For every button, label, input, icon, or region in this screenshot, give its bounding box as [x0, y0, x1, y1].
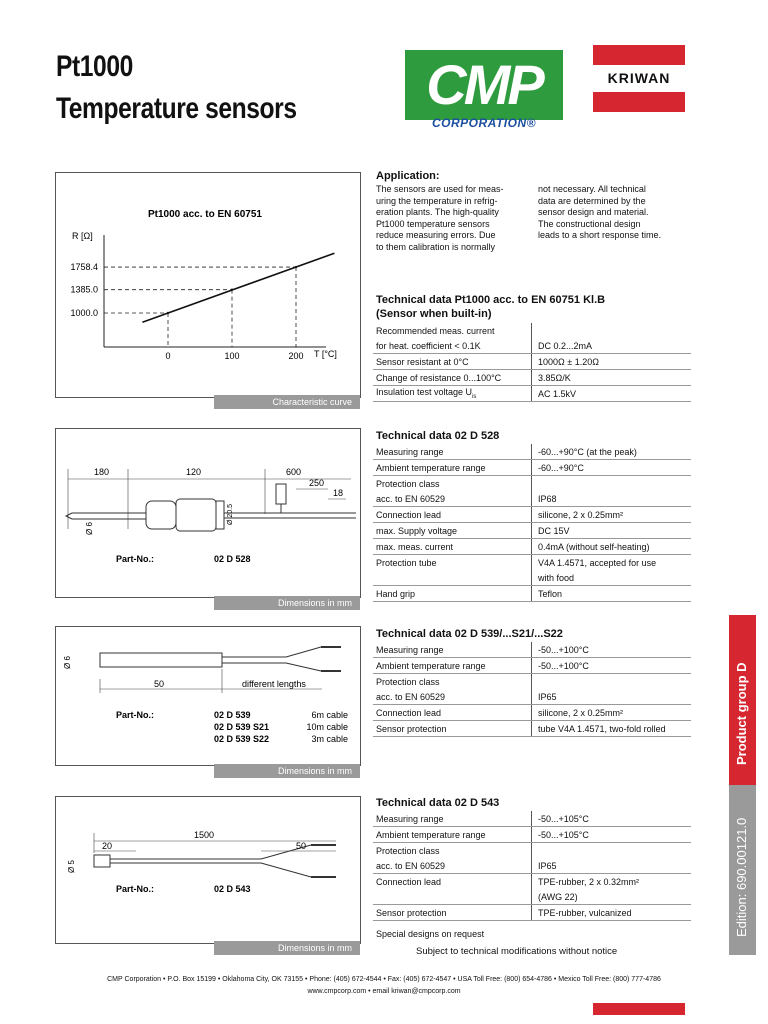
spec-row [373, 642, 691, 658]
footer-email[interactable]: kriwan@cmpcorp.com [391, 988, 461, 995]
page-title-line1: Pt1000 [56, 50, 133, 83]
application-line: Pt1000 temperature sensors [376, 218, 490, 229]
application-title: Application: [376, 170, 440, 182]
spec-row [373, 705, 691, 721]
spec-label-text: Ambient temperature range [376, 829, 486, 840]
spec-value: -50...+105°C [532, 827, 692, 843]
spec-row [373, 689, 691, 705]
spec-label [373, 338, 532, 354]
spec-label-text: Protection class [376, 676, 440, 687]
spec-value: tube V4A 1.4571, two-fold rolled [532, 721, 692, 737]
application-line: to them calibration is normally [376, 241, 496, 252]
d539-dim-dia: Ø 6 [63, 656, 72, 669]
spec-row [373, 570, 691, 586]
chart-y-tick: 1758.4 [70, 262, 98, 273]
spec-label-text: Measuring range [376, 644, 444, 655]
spec-row [373, 460, 691, 476]
product-group-tab [729, 615, 756, 785]
kriwan-footer-bar [593, 1003, 685, 1015]
td-d543-title: Technical data 02 D 543 [376, 797, 500, 809]
application-text-col2 [538, 184, 698, 242]
spec-value: silicone, 2 x 0.25mm² [532, 507, 692, 523]
chart-y-tick: 1385.0 [70, 284, 98, 295]
spec-value: silicone, 2 x 0.25mm² [532, 705, 692, 721]
characteristic-chart-box [55, 172, 361, 398]
spec-row [373, 555, 691, 571]
footer-separator: • email [368, 988, 390, 995]
spec-label [373, 586, 532, 602]
d528-dim-d: 250 [309, 478, 325, 488]
spec-label [373, 523, 532, 539]
spec-label-text: Connection lead [376, 876, 442, 887]
spec-row [373, 811, 691, 827]
spec-value [532, 476, 692, 492]
td-d539-title: Technical data 02 D 539/...S21/...S22 [376, 628, 563, 640]
special-designs-note: Special designs on request [376, 929, 485, 939]
spec-row [373, 523, 691, 539]
chart-y-tick: 1000.0 [70, 308, 98, 318]
d539-cable-3: 3m cable [311, 734, 348, 744]
d539-dim-a: 50 [154, 679, 165, 689]
edition-label: Edition: 690.00121.0 [734, 817, 749, 937]
spec-row [373, 721, 691, 737]
td-pt1000-table [373, 323, 691, 402]
spec-label [373, 889, 532, 905]
spec-value [532, 843, 692, 859]
spec-label [373, 827, 532, 843]
spec-value: 0.4mA (without self-heating) [532, 539, 692, 555]
d528-dim-b: 120 [186, 467, 202, 477]
spec-label-text: Sensor protection [376, 723, 447, 734]
spec-value: -60...+90°C (at the peak) [532, 444, 692, 460]
footer-website[interactable]: www.cmpcorp.com [307, 988, 367, 995]
application-line: sensor design and material. [538, 207, 649, 217]
spec-label [373, 570, 532, 586]
spec-label [373, 370, 532, 386]
spec-label [373, 539, 532, 555]
application-line: uring the temperature in refrig- [376, 195, 498, 206]
cmp-logo-text: CMP [426, 53, 542, 116]
spec-value [532, 674, 692, 690]
application-line: eration plants. The high-quality [376, 207, 499, 217]
spec-row [373, 843, 691, 859]
d528-caption: Dimensions in mm [214, 596, 360, 610]
spec-row [373, 444, 691, 460]
spec-value: TPE-rubber, 2 x 0.32mm² [532, 874, 692, 890]
kriwan-logo-bar-top [593, 45, 685, 65]
application-line: leads to a short response time. [538, 230, 662, 240]
spec-label-text: Protection tube [376, 557, 437, 568]
spec-value: IP68 [532, 491, 692, 507]
spec-value: -60...+90°C [532, 460, 692, 476]
spec-value: 3.85Ω/K [532, 370, 692, 386]
d539-part-label: Part-No.: [116, 710, 154, 720]
d539-dim-b: different lengths [242, 679, 306, 689]
kriwan-logo-text: KRIWAN [607, 70, 671, 86]
spec-label [373, 874, 532, 890]
spec-label-text: acc. to EN 60529 [376, 493, 446, 504]
td-d528-table [373, 444, 691, 602]
spec-value: with food [532, 570, 692, 586]
spec-label-text: Protection class [376, 845, 440, 856]
d539-part-no-2: 02 D 539 S21 [214, 722, 270, 732]
d528-dim-dia: Ø 6 [85, 522, 94, 535]
d528-part-no: 02 D 528 [214, 554, 251, 564]
td-d543-table [373, 811, 691, 921]
d539-part-no-3: 02 D 539 S22 [214, 734, 270, 744]
spec-value: IP65 [532, 689, 692, 705]
spec-value: -50...+105°C [532, 811, 692, 827]
application-line: not necessary. All technical [538, 184, 646, 194]
spec-value: 1000Ω ± 1.20Ω [532, 354, 692, 370]
spec-row [373, 858, 691, 874]
d543-dim-dia: Ø 5 [67, 860, 76, 873]
d539-cable-1: 6m cable [311, 710, 348, 720]
d539-caption: Dimensions in mm [214, 764, 360, 778]
spec-label [373, 658, 532, 674]
spec-label-text: Insulation test voltage U [376, 387, 473, 398]
spec-row [373, 370, 691, 386]
spec-value: -50...+100°C [532, 642, 692, 658]
d543-dim-b: 20 [102, 841, 113, 851]
spec-row [373, 507, 691, 523]
spec-label-text: Connection lead [376, 707, 442, 718]
spec-label [373, 354, 532, 370]
chart-y-label: R [Ω] [72, 231, 93, 241]
characteristic-chart [56, 173, 360, 397]
product-group-label: Product group D [734, 662, 749, 765]
spec-row [373, 674, 691, 690]
spec-label [373, 705, 532, 721]
spec-label [373, 811, 532, 827]
application-line: data are determined by the [538, 195, 646, 206]
spec-label [373, 721, 532, 737]
footer-address: CMP Corporation • P.O. Box 15199 • Oklahoma City, OK 73155 • Phone: (405) 672-4544 • Fax: (405) 672-4547 • USA Toll Free: (800) 654-4786 • Mexico Toll Free: (800) 777-4786 [107, 976, 661, 983]
spec-label-text: Ambient temperature range [376, 462, 486, 473]
spec-row [373, 386, 691, 402]
application-text-col1 [376, 184, 534, 253]
spec-label-sub: is [472, 393, 477, 400]
d539-drawing-box [55, 626, 361, 766]
spec-label [373, 555, 532, 571]
d528-drawing-box [55, 428, 361, 598]
spec-label [373, 843, 532, 859]
spec-label [373, 444, 532, 460]
spec-label-text: Change of resistance 0...100°C [376, 372, 502, 383]
spec-label-text: Recommended meas. current [376, 325, 495, 336]
spec-value: (AWG 22) [532, 889, 692, 905]
td-d528-title: Technical data 02 D 528 [376, 430, 500, 442]
page-title-line2: Temperature sensors [56, 92, 297, 125]
footer-contact [0, 988, 768, 995]
edition-tab [729, 785, 756, 955]
spec-label [373, 642, 532, 658]
d543-part-no: 02 D 543 [214, 884, 251, 894]
spec-label [373, 905, 532, 921]
d543-drawing [56, 797, 360, 943]
td-pt1000-title: Technical data Pt1000 acc. to EN 60751 Kl.B [376, 294, 606, 306]
chart-title: Pt1000 acc. to EN 60751 [148, 209, 262, 220]
spec-label [373, 689, 532, 705]
kriwan-logo-bar-bottom [593, 92, 685, 112]
spec-label-text: max. meas. current [376, 541, 454, 552]
spec-row [373, 491, 691, 507]
chart-x-label: T [°C] [314, 349, 337, 359]
d528-dim-e: 18 [333, 488, 344, 498]
spec-value: V4A 1.4571, accepted for use [532, 555, 692, 571]
spec-label [373, 858, 532, 874]
spec-row [373, 586, 691, 602]
spec-row [373, 476, 691, 492]
spec-label [373, 323, 532, 338]
chart-x-tick: 0 [165, 351, 171, 361]
spec-label-text: acc. to EN 60529 [376, 860, 446, 871]
application-line: The sensors are used for meas- [376, 184, 504, 194]
spec-label-text: Ambient temperature range [376, 660, 486, 671]
application-line: reduce measuring errors. Due [376, 230, 496, 240]
d539-part-no-1: 02 D 539 [214, 710, 251, 720]
spec-value: Teflon [532, 586, 692, 602]
chart-caption: Characteristic curve [214, 395, 360, 409]
d543-part-label: Part-No.: [116, 884, 154, 894]
d528-dim-dia2: Ø 20.5 [227, 503, 234, 525]
spec-value: AC 1.5kV [532, 386, 692, 402]
spec-row [373, 874, 691, 890]
application-line: The constructional design [538, 218, 641, 229]
spec-label-text: Hand grip [376, 588, 416, 599]
d528-drawing [56, 429, 360, 597]
spec-label-text: Connection lead [376, 509, 442, 520]
spec-row [373, 338, 691, 354]
spec-label-text: for heat. coefficient < 0.1K [376, 340, 481, 351]
d528-part-label: Part-No.: [116, 554, 154, 564]
td-pt1000-subtitle: (Sensor when built-in) [376, 308, 492, 320]
spec-value: DC 0.2...2mA [532, 338, 692, 354]
d543-caption: Dimensions in mm [214, 941, 360, 955]
d528-dim-c: 600 [286, 467, 302, 477]
spec-label [373, 507, 532, 523]
modifications-note: Subject to technical modifications without notice [416, 946, 618, 957]
spec-label [373, 491, 532, 507]
d543-dim-a: 1500 [194, 830, 215, 840]
spec-value: DC 15V [532, 523, 692, 539]
spec-label-text: Sensor resistant at 0°C [376, 356, 469, 367]
spec-row [373, 539, 691, 555]
spec-value: TPE-rubber, vulcanized [532, 905, 692, 921]
spec-row [373, 905, 691, 921]
d543-drawing-box [55, 796, 361, 944]
spec-label-text: max. Supply voltage [376, 525, 458, 536]
spec-value: -50...+100°C [532, 658, 692, 674]
chart-x-tick: 200 [288, 351, 304, 361]
spec-label-text: Measuring range [376, 446, 444, 457]
spec-row [373, 889, 691, 905]
spec-label-text: Sensor protection [376, 907, 447, 918]
d539-cable-2: 10m cable [306, 722, 348, 732]
d543-dim-c: 50 [296, 841, 307, 851]
spec-row [373, 354, 691, 370]
d528-dim-a: 180 [94, 467, 110, 477]
spec-value [532, 323, 692, 338]
spec-label [373, 386, 532, 402]
d539-drawing [56, 627, 360, 765]
td-d539-table [373, 642, 691, 737]
chart-series-line [142, 253, 334, 322]
spec-row [373, 323, 691, 338]
spec-label-text: acc. to EN 60529 [376, 691, 446, 702]
spec-label [373, 476, 532, 492]
spec-label [373, 674, 532, 690]
spec-row [373, 827, 691, 843]
spec-value: IP65 [532, 858, 692, 874]
spec-label [373, 460, 532, 476]
spec-label-text: Measuring range [376, 813, 444, 824]
spec-row [373, 658, 691, 674]
chart-x-tick: 100 [224, 351, 240, 361]
spec-label-text: Protection class [376, 478, 440, 489]
cmp-logo-subtext: CORPORATION® [432, 116, 536, 130]
